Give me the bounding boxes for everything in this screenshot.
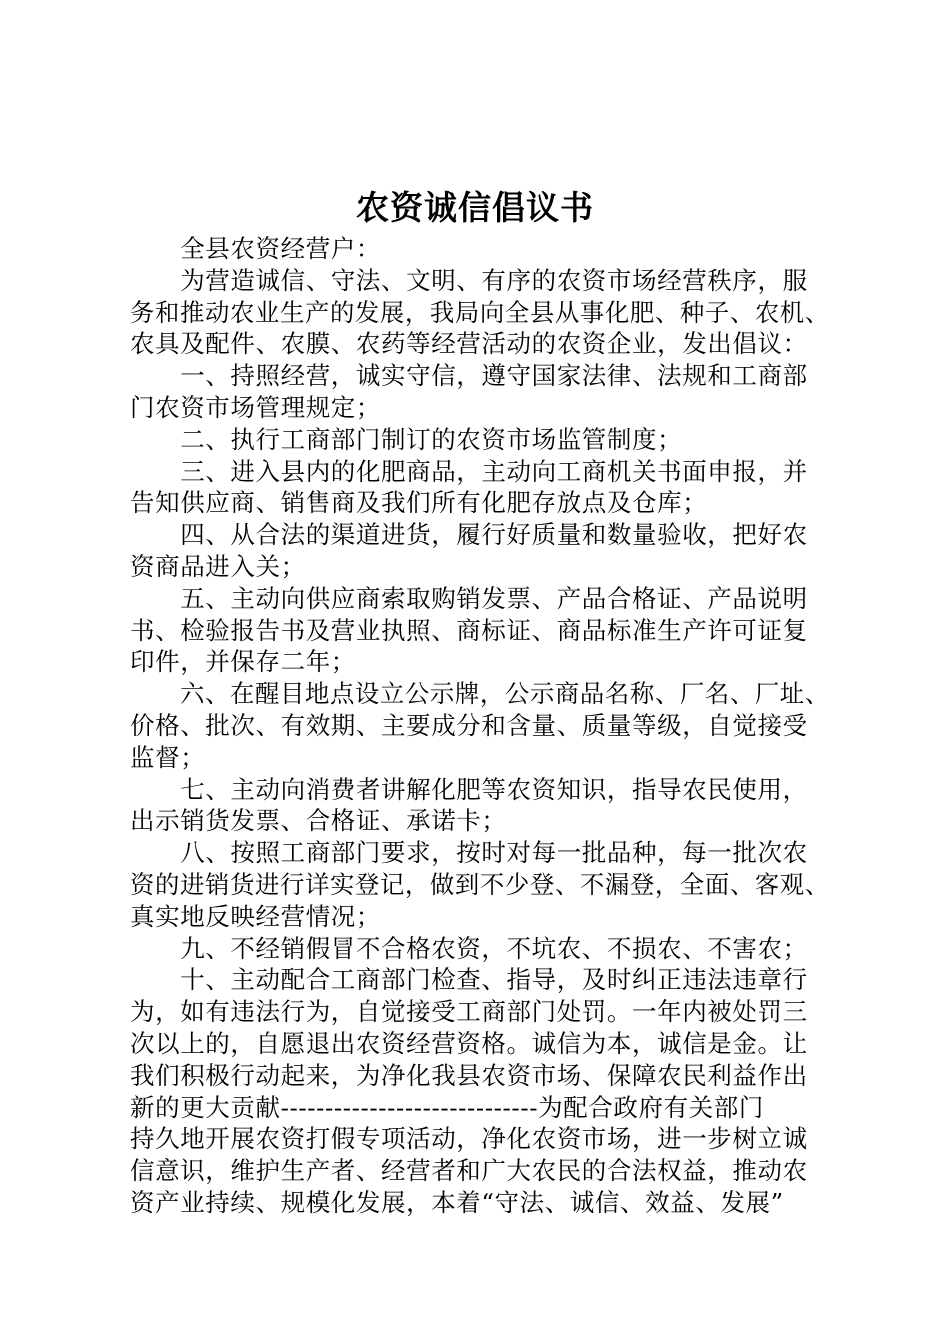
text-line: 为营造诚信、守法、文明、有序的农资市场经营秩序，服: [130, 265, 808, 295]
text-line: 书、检验报告书及营业执照、商标证、商品标准生产许可证复: [130, 615, 808, 645]
text-line: 信意识，维护生产者、经营者和广大农民的合法权益，推动农: [130, 1156, 808, 1186]
text-line: 资商品进入关；: [130, 551, 306, 581]
document-body: [130, 233, 830, 1219]
text-line: 资产业持续、规模化发展，本着“守法、诚信、效益、发展”: [130, 1187, 784, 1217]
text-line: 务和推动农业生产的发展，我局向全县从事化肥、种子、农机、: [130, 297, 830, 327]
text-line: 次以上的，自愿退出农资经营资格。诚信为本，诚信是金。让: [130, 1028, 808, 1058]
text-line: 全县农资经营户：: [130, 234, 381, 263]
text-line: 四、从合法的渠道进货，履行好质量和数量验收，把好农: [130, 520, 808, 550]
text-line: 九、不经销假冒不合格农资，不坑农、不损农、不害农；: [130, 933, 808, 963]
text-line: 真实地反映经营情况；: [130, 901, 381, 931]
text-line: 出示销货发票、合格证、承诺卡；: [130, 806, 507, 836]
text-line: 资的进销货进行详实登记，做到不少登、不漏登，全面、客观、: [130, 869, 830, 899]
text-line: 三、进入县内的化肥商品，主动向工商机关书面申报，并: [130, 456, 808, 486]
text-line: 我们积极行动起来，为净化我县农资市场、保障农民利益作出: [130, 1060, 808, 1090]
text-line: 门农资市场管理规定；: [130, 392, 381, 422]
text-line: 六、在醒目地点设立公示牌，公示商品名称、厂名、厂址、: [130, 679, 830, 709]
document-title: 农资诚信倡议书: [356, 188, 594, 227]
text-line: 新的更大贡献-----------------------------为配合政府有关部门: [130, 1092, 764, 1122]
text-line: 印件，并保存二年；: [130, 647, 356, 677]
text-line: 持久地开展农资打假专项活动，净化农资市场，进一步树立诚: [130, 1124, 808, 1154]
text-line: 一、持照经营，诚实守信，遵守国家法律、法规和工商部: [130, 361, 808, 391]
text-line: 监督；: [130, 742, 206, 772]
text-line: 十、主动配合工商部门检查、指导，及时纠正违法违章行: [130, 965, 808, 995]
text-line: 价格、批次、有效期、主要成分和含量、质量等级，自觉接受: [130, 710, 808, 740]
text-line: 告知供应商、销售商及我们所有化肥存放点及仓库；: [130, 488, 708, 518]
text-line: 农具及配件、农膜、农药等经营活动的农资企业，发出倡议：: [130, 329, 808, 359]
text-line: 七、主动向消费者讲解化肥等农资知识，指导农民使用，: [130, 774, 808, 804]
text-line: 八、按照工商部门要求，按时对每一批品种，每一批次农: [130, 838, 808, 868]
text-line: 五、主动向供应商索取购销发票、产品合格证、产品说明: [130, 583, 808, 613]
text-line: 为，如有违法行为，自觉接受工商部门处罚。一年内被处罚三: [130, 997, 808, 1027]
text-line: 二、执行工商部门制订的农资市场监管制度；: [130, 424, 683, 454]
